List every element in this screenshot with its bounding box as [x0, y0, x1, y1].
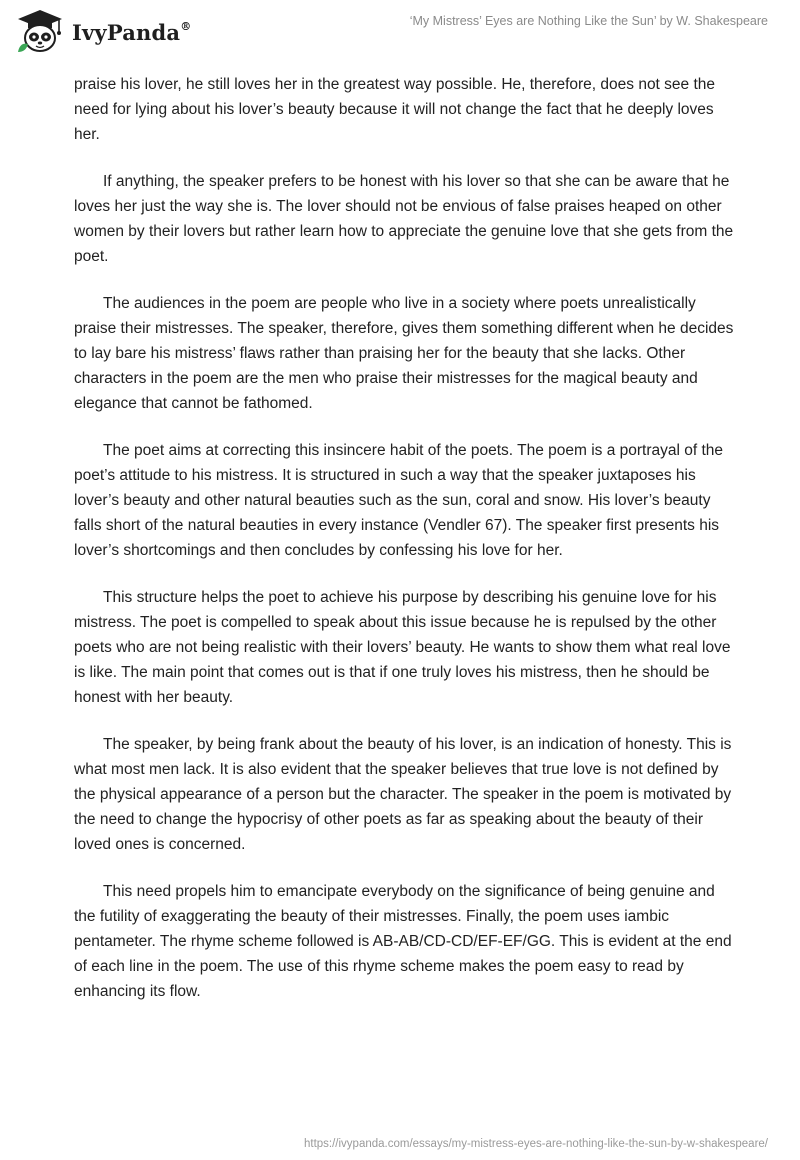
site-logo[interactable] [14, 8, 191, 56]
paragraph: The poet aims at correcting this insincere habit of the poets. The poem is a portrayal of the poet’s attitude to his mistress. It is structured in such a way that the speaker juxtaposes his lover’s beauty and other natural beauties such as the sun, coral and snow. His lover’s beauty falls short of the natural beauties in every instance (Vendler 67). The speaker first presents his lover’s shortcomings and then concludes by confessing his love for her. [74, 442, 724, 559]
paragraph: This structure helps the poet to achieve his purpose by describing his genuine love for his mistress. The poet is compelled to speak about this issue because he is repulsed by the other poets who are not being realistic with their lovers’ beauty. He wants to show them what real love is like. The main point that comes out is that if one truly loves his mistress, then he should be honest with her beauty. [74, 589, 731, 706]
paragraph: This need propels him to emancipate everybody on the significance of being genuine and the futility of exaggerating the beauty of their mistresses. Finally, the poem uses iambic pentameter. The rhyme scheme followed is AB-AB/CD-CD/EF-EF/GG. This is evident at the end of each line in the poem. The use of this rhyme scheme makes the poem easy to read by enhancing its flow. [74, 883, 732, 1000]
logo-text: IvyPanda® [72, 19, 192, 45]
essay-body [74, 72, 734, 1026]
paragraph: praise his lover, he still loves her in the greatest way possible. He, therefore, does not see the need for lying about his lover’s beauty because it will not change the fact that he deeply loves her. [74, 76, 716, 143]
source-url[interactable]: https://ivypanda.com/essays/my-mistress-eyes-are-nothing-like-the-sun-by-w-shakespeare/ [303, 1138, 768, 1150]
paragraph: The speaker, by being frank about the beauty of his lover, is an indication of honesty. This is what most men lack. It is also evident that the speaker believes that true love is not defined by the physical appearance of a person but the character. The speaker in the poem is motivated by the need to change the hypocrisy of other poets as far as speaking about the beauty of their loved ones is concerned. [74, 736, 732, 853]
paragraph: The audiences in the poem are people who live in a society where poets unrealistically praise their mistresses. The speaker, therefore, gives them something different when he decides to lay bare his mistress’ flaws rather than praising her for the beauty that she lacks. Other characters in the poem are the men who praise their mistresses for the magical beauty and elegance that cannot be fathomed. [74, 295, 734, 412]
document-title: ‘My Mistress’ Eyes are Nothing Like the Sun’ by W. Shakespeare [409, 14, 768, 28]
paragraph: If anything, the speaker prefers to be honest with his lover so that she can be aware that he loves her just the way she is. The lover should not be envious of false praises heaped on other women by their lovers but rather learn how to appreciate the genuine love that she gets from the poet. [74, 173, 734, 265]
panda-graduate-icon [14, 8, 66, 56]
